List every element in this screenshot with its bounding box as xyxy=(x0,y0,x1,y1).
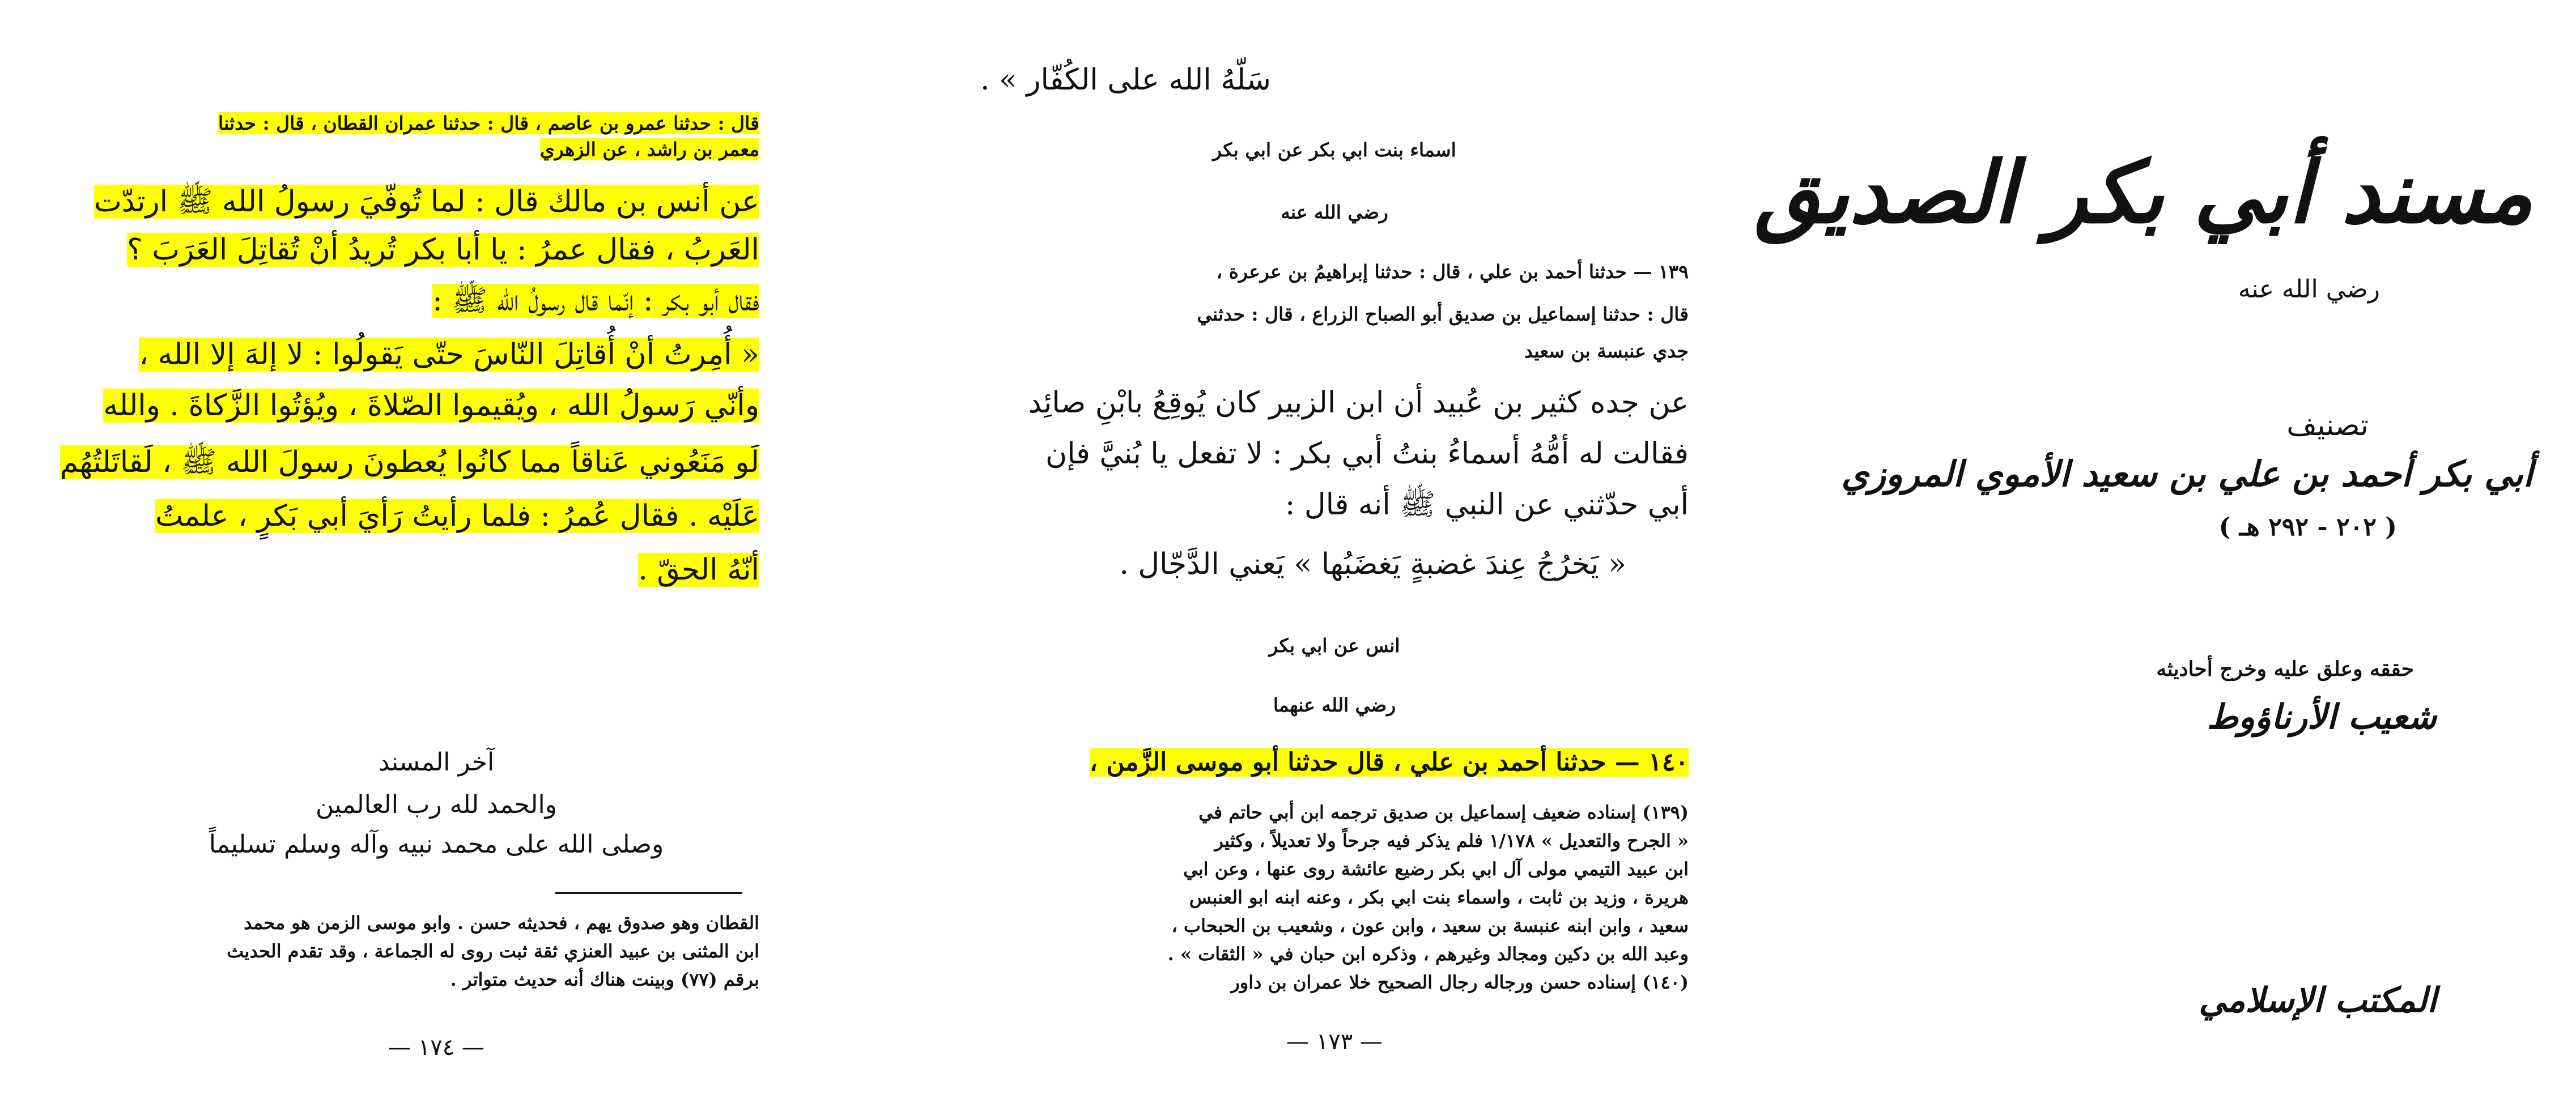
book-subtitle: رضي الله عنه xyxy=(2238,275,2380,304)
hadith-line-8: أنّهُ الحقّ . xyxy=(638,553,759,587)
hadith-line-7: عَلَيْه . فقال عُمرُ : فلما رأيتُ رَأيَ أبي بَكرٍ ، علمتُ xyxy=(155,499,759,533)
footnote-line: وعبد الله بن دكين ومجالد وغيرهم ، وذكره ابن حبان في « الثقات » . xyxy=(1167,943,1689,965)
chapter-heading: انس عن ابي بكر xyxy=(1269,634,1400,657)
hadith-line-1: عن أنس بن مالك قال : لما تُوفّيَ رسولُ الله ﷺ ارتدّت xyxy=(93,185,759,219)
left-page xyxy=(59,0,759,1116)
hadith-line-5: وأنّي رَسولُ الله ، ويُقيموا الصّلاةَ ، ويُؤتُوا الزَّكاةَ . والله xyxy=(103,389,759,423)
editor-name: شعيب الأرناؤوط xyxy=(2207,697,2437,737)
salutation-line: وصلى الله على محمد نبيه وآله وسلم تسليماً xyxy=(209,830,664,859)
page-number: — ١٧٤ — xyxy=(388,1034,484,1060)
highlighted-line: ١٤٠ — حدثنا أحمد بن علي ، قال حدثنا أبو موسى الزَّمن ، xyxy=(1089,748,1689,777)
body-line: ١٣٩ — حدثنا أحمد بن علي ، قال : حدثنا إبراهيمُ بن عرعرة ، xyxy=(1216,261,1689,283)
top-line: سَلّهُ الله على الكُفّار » . xyxy=(980,63,1271,97)
footnote-line: ابن عبيد التيمي مولى آل ابي بكر رضيع عائشة روى عنها ، وعن ابي xyxy=(1183,858,1689,880)
body-line: جدي عنبسة بن سعيد xyxy=(1524,340,1689,362)
hadith-line-6: لَو مَنَعُوني عَناقاً مما كانُوا يُعطونَ رسولَ الله ﷺ ، لَقاتَلتُهُم xyxy=(59,445,759,479)
publisher-name: المكتب الإسلامي xyxy=(2199,981,2437,1020)
footnote-line: « الجرح والتعديل » ١/١٧٨ فلم يذكر فيه جرحاً ولا تعديلاً ، وكثير xyxy=(1214,830,1689,851)
title-page xyxy=(1754,0,2567,1116)
editor-intro: حققه وعلق عليه وخرج أحاديثه xyxy=(2156,657,2414,681)
hadith-line-3: فقال أبو بكر : إنّما قال رسولُ الله ﷺ : xyxy=(432,284,759,318)
author-dates: ( ٢٠٢ - ٢٩٢ هـ ) xyxy=(2218,513,2397,542)
isnad-line-1: قال : حدثنا عمرو بن عاصم ، قال : حدثنا عمران القطان ، قال : حدثنا xyxy=(218,112,759,134)
end-of-musnad: آخر المسند xyxy=(378,748,495,777)
middle-page xyxy=(980,0,1689,1116)
praise-line: والحمد لله رب العالمين xyxy=(316,790,557,819)
chapter-heading-sub: رضي الله عنهما xyxy=(1273,694,1396,716)
footnote-divider xyxy=(555,892,742,894)
hadith-line: عن جده كثير بن عُبيد أن ابن الزبير كان يُوقِعُ بابْنِ صائِد xyxy=(1028,386,1689,420)
chapter-heading: اسماء بنت ابي بكر عن ابي بكر xyxy=(1213,139,1456,161)
footnote-line: برقم (٧٧) وبينت هناك أنه حديث متواتر . xyxy=(450,969,759,990)
tasnif-label: تصنيف xyxy=(2286,408,2369,442)
hadith-line: فقالت له أمُّهُ أسماءُ بنتُ أبي بكر : لا تفعل يا بُنيَّ فإن xyxy=(1045,437,1689,471)
isnad-line-2: معمر بن راشد ، عن الزهري xyxy=(539,138,759,160)
hadith-line: أبي حدّثني عن النبي ﷺ أنه قال : xyxy=(1285,488,1689,522)
author-name: أبي بكر أحمد بن علي بن سعيد الأموي المروزي xyxy=(1841,453,2533,495)
footnote-line: (١٣٩) إسناده ضعيف إسماعيل بن صديق ترجمه ابن أبي حاتم في xyxy=(1198,802,1689,823)
footnote-line: ابن المثنى بن عبيد العنزي ثقة ثبت روى له الجماعة ، وقد تقدم الحديث xyxy=(227,940,759,962)
hadith-line-4: « أُمِرتُ أنْ أُقاتِلَ النّاسَ حتّى يَقولُوا : لا إلهَ إلا الله ، xyxy=(139,338,759,372)
book-title: مسند أبي بكر الصديق xyxy=(1754,143,2533,242)
footnote-line: القطان وهو صدوق يهم ، فحديثه حسن . وابو موسى الزمن هو محمد xyxy=(244,912,759,934)
footnote-line: (١٤٠) إسناده حسن ورجاله رجال الصحيح خلا عمران بن داور xyxy=(1231,972,1689,993)
page-number: — ١٧٣ — xyxy=(1286,1029,1383,1055)
hadith-line: « يَخرُجُ عِندَ غضبةٍ يَغضَبُها » يَعني الدَّجّال . xyxy=(1119,547,1626,581)
hadith-line-2: العَربُ ، فقال عمرُ : يا أبا بكر تُريدُ أنْ تُقاتِلَ العَرَبَ ؟ xyxy=(127,233,759,267)
body-line: قال : حدثنا إسماعيل بن صديق أبو الصباح الزراع ، قال : حدثني xyxy=(1197,303,1689,325)
footnote-line: سعيد ، وابن ابنه عنبسة بن سعيد ، وابن عون ، وشعيب بن الحبحاب ، xyxy=(1171,915,1689,936)
chapter-heading-sub: رضي الله عنه xyxy=(1281,201,1388,223)
footnote-line: هريرة ، وزيد بن ثابت ، واسماء بنت ابي بكر ، وعنه ابنه ابو العنبس xyxy=(1189,887,1689,908)
